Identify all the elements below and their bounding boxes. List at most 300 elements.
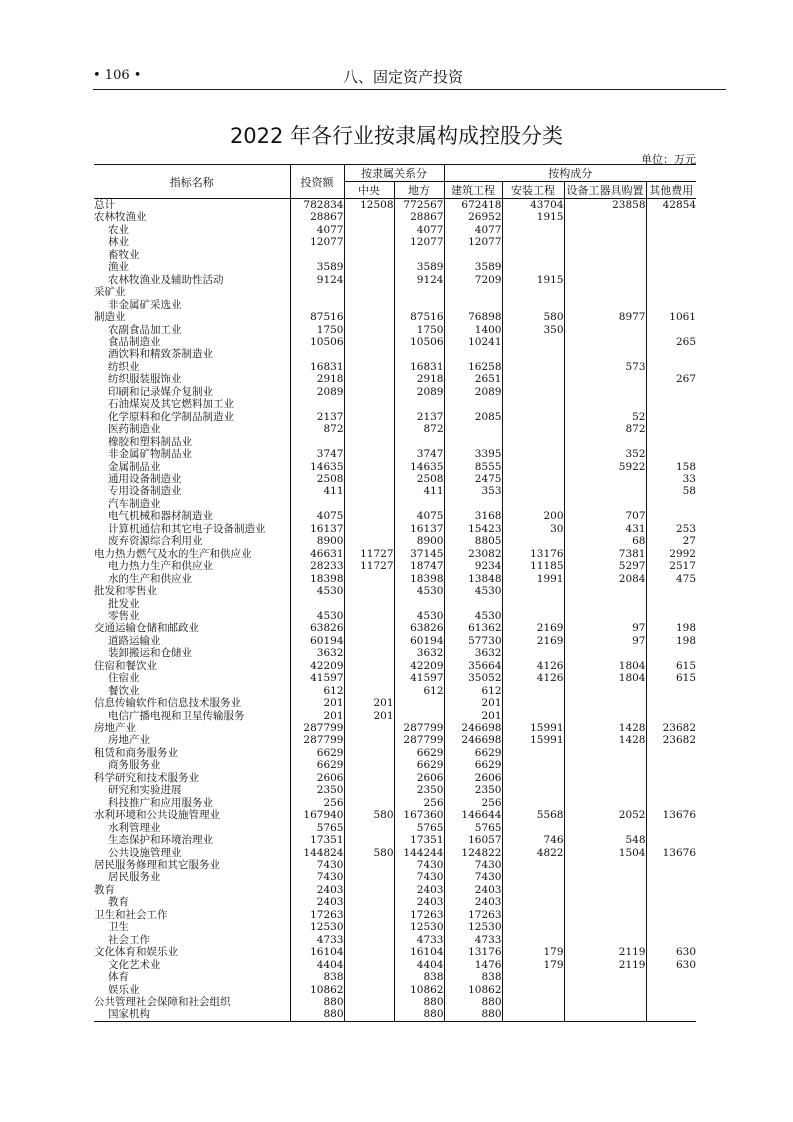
cell-equipment	[564, 373, 646, 385]
table-row	[94, 473, 696, 485]
table-row	[94, 436, 696, 448]
cell-installation: 1991	[502, 573, 564, 585]
cell-name: 批发业	[108, 597, 140, 610]
cell-equipment	[564, 236, 646, 248]
cell-local: 10862	[394, 984, 444, 996]
cell-construction	[444, 436, 502, 448]
page-header	[93, 66, 726, 88]
table-row	[94, 411, 696, 423]
cell-name: 科技推广和应用服务业	[108, 796, 213, 809]
cell-equipment	[564, 747, 646, 759]
cell-construction: 201	[444, 710, 502, 722]
table-title: 2022 年各行业按隶属构成控股分类	[229, 124, 564, 148]
cell-central	[344, 772, 394, 784]
header-local: 地方	[394, 182, 444, 199]
cell-name: 水的生产和供应业	[108, 572, 192, 585]
cell-name: 租赁和商务服务业	[94, 746, 178, 759]
table-row	[94, 759, 696, 771]
cell-equipment	[564, 697, 646, 709]
cell-name: 卫生	[108, 921, 129, 934]
cell-installation	[502, 261, 564, 273]
cell-installation	[502, 485, 564, 497]
cell-installation	[502, 411, 564, 423]
cell-investment: 4077	[290, 224, 344, 236]
cell-central	[344, 884, 394, 896]
cell-local: 287799	[394, 734, 444, 746]
cell-name: 非金属矿物制品业	[108, 448, 192, 461]
cell-investment: 256	[290, 797, 344, 809]
cell-investment: 4530	[290, 610, 344, 622]
table-row	[94, 299, 696, 311]
cell-equipment: 431	[564, 523, 646, 535]
cell-name: 电力热力燃气及水的生产和供应业	[94, 547, 252, 560]
table-row	[94, 809, 696, 821]
cell-local: 3747	[394, 448, 444, 460]
cell-name: 化学原料和化学制品制造业	[108, 410, 234, 423]
cell-investment: 4404	[290, 959, 344, 971]
cell-other: 198	[646, 635, 696, 647]
cell-construction: 61362	[444, 622, 502, 634]
cell-installation	[502, 585, 564, 597]
cell-construction: 15423	[444, 523, 502, 535]
cell-installation	[502, 934, 564, 946]
cell-equipment	[564, 398, 646, 410]
cell-central	[344, 610, 394, 622]
cell-other: 2992	[646, 548, 696, 560]
cell-equipment	[564, 971, 646, 983]
cell-equipment: 5922	[564, 461, 646, 473]
cell-central	[344, 411, 394, 423]
cell-construction: 353	[444, 485, 502, 497]
cell-equipment	[564, 909, 646, 921]
cell-construction: 13176	[444, 946, 502, 958]
cell-equipment	[564, 249, 646, 261]
cell-construction: 2651	[444, 373, 502, 385]
table-row	[94, 722, 696, 734]
cell-local: 9124	[394, 274, 444, 286]
cell-equipment	[564, 784, 646, 796]
cell-investment: 7430	[290, 859, 344, 871]
cell-equipment: 2052	[564, 809, 646, 821]
header-installation: 安装工程	[502, 182, 564, 199]
cell-other	[646, 324, 696, 336]
table-row	[94, 996, 696, 1008]
cell-installation: 2169	[502, 622, 564, 634]
cell-central	[344, 598, 394, 610]
cell-other	[646, 697, 696, 709]
cell-investment: 28233	[290, 560, 344, 572]
cell-other	[646, 211, 696, 223]
cell-other	[646, 859, 696, 871]
cell-investment: 3747	[290, 448, 344, 460]
cell-name: 公共管理社会保障和社会组织	[94, 996, 231, 1008]
table-row	[94, 324, 696, 336]
cell-central	[344, 734, 394, 746]
cell-equipment: 97	[564, 622, 646, 634]
cell-installation: 30	[502, 523, 564, 535]
cell-local: 12530	[394, 921, 444, 933]
cell-equipment: 2119	[564, 946, 646, 958]
cell-construction: 12530	[444, 921, 502, 933]
cell-other: 630	[646, 946, 696, 958]
cell-local: 37145	[394, 548, 444, 560]
cell-construction	[444, 286, 502, 298]
cell-equipment	[564, 224, 646, 236]
cell-equipment	[564, 336, 646, 348]
cell-other	[646, 585, 696, 597]
cell-local: 16104	[394, 946, 444, 958]
cell-construction: 880	[444, 996, 502, 1008]
cell-local: 16831	[394, 361, 444, 373]
cell-installation: 43704	[502, 199, 564, 212]
cell-equipment	[564, 710, 646, 722]
cell-investment: 3632	[290, 647, 344, 659]
table-row	[94, 921, 696, 933]
cell-investment: 201	[290, 697, 344, 709]
cell-central	[344, 236, 394, 248]
cell-construction: 3632	[444, 647, 502, 659]
cell-installation	[502, 759, 564, 771]
cell-other: 13676	[646, 847, 696, 859]
cell-name: 批发和零售业	[94, 585, 157, 598]
cell-name: 居民服务修理和其它服务业	[94, 859, 220, 872]
cell-construction: 17263	[444, 909, 502, 921]
cell-investment: 880	[290, 1008, 344, 1021]
cell-central	[344, 261, 394, 273]
header-other: 其他费用	[646, 182, 696, 199]
cell-equipment	[564, 822, 646, 834]
cell-other: 23682	[646, 734, 696, 746]
cell-other	[646, 710, 696, 722]
cell-name: 卫生和社会工作	[94, 908, 168, 921]
cell-installation	[502, 710, 564, 722]
cell-name: 农林牧渔业及辅助性活动	[108, 273, 224, 286]
cell-other	[646, 386, 696, 398]
table-row	[94, 485, 696, 497]
cell-installation	[502, 685, 564, 697]
table-row	[94, 884, 696, 896]
cell-central	[344, 398, 394, 410]
cell-local	[394, 598, 444, 610]
table-row	[94, 622, 696, 634]
cell-equipment	[564, 261, 646, 273]
cell-investment: 3589	[290, 261, 344, 273]
cell-investment: 167940	[290, 809, 344, 821]
cell-investment: 17351	[290, 834, 344, 846]
cell-name: 汽车制造业	[108, 497, 161, 510]
cell-construction: 9234	[444, 560, 502, 572]
cell-installation	[502, 610, 564, 622]
cell-central	[344, 685, 394, 697]
cell-installation	[502, 423, 564, 435]
table-row	[94, 523, 696, 535]
cell-local: 17351	[394, 834, 444, 846]
table-row	[94, 336, 696, 348]
cell-name: 废弃资源综合利用业	[108, 535, 203, 548]
cell-installation	[502, 386, 564, 398]
cell-other	[646, 834, 696, 846]
cell-investment: 4733	[290, 934, 344, 946]
cell-construction: 1400	[444, 324, 502, 336]
cell-construction	[444, 423, 502, 435]
cell-investment: 12530	[290, 921, 344, 933]
cell-local: 144244	[394, 847, 444, 859]
cell-name: 通用设备制造业	[108, 472, 182, 485]
cell-other	[646, 224, 696, 236]
section-title: 八、固定资产投资	[343, 68, 464, 86]
cell-name: 电气机械和器材制造业	[108, 510, 213, 523]
cell-investment: 7430	[290, 871, 344, 883]
cell-equipment	[564, 299, 646, 311]
page-number: • 106 •	[93, 68, 142, 83]
cell-central	[344, 660, 394, 672]
cell-installation	[502, 747, 564, 759]
cell-central	[344, 510, 394, 522]
table-row	[94, 199, 696, 212]
cell-construction: 7430	[444, 871, 502, 883]
table-row	[94, 934, 696, 946]
table-row	[94, 510, 696, 522]
cell-central	[344, 473, 394, 485]
cell-name: 金属制品业	[108, 460, 161, 473]
cell-construction: 3168	[444, 510, 502, 522]
cell-equipment: 352	[564, 448, 646, 460]
cell-equipment: 1428	[564, 722, 646, 734]
cell-local: 772567	[394, 199, 444, 212]
cell-equipment	[564, 324, 646, 336]
cell-name: 研究和实验进展	[108, 784, 182, 797]
cell-construction: 16258	[444, 361, 502, 373]
table-row	[94, 423, 696, 435]
table-row	[94, 610, 696, 622]
table-row	[94, 859, 696, 871]
cell-installation: 11185	[502, 560, 564, 572]
cell-other: 27	[646, 535, 696, 547]
cell-equipment	[564, 274, 646, 286]
table-row	[94, 685, 696, 697]
cell-investment	[290, 249, 344, 261]
cell-local	[394, 249, 444, 261]
cell-local	[394, 286, 444, 298]
cell-central	[344, 324, 394, 336]
cell-investment: 2508	[290, 473, 344, 485]
cell-central	[344, 984, 394, 996]
cell-other: 198	[646, 622, 696, 634]
cell-investment: 287799	[290, 722, 344, 734]
cell-installation	[502, 448, 564, 460]
cell-construction: 2089	[444, 386, 502, 398]
cell-installation	[502, 224, 564, 236]
cell-name: 制造业	[94, 311, 126, 324]
cell-name: 零售业	[108, 609, 140, 622]
cell-central	[344, 722, 394, 734]
cell-installation: 2169	[502, 635, 564, 647]
cell-other	[646, 249, 696, 261]
cell-installation: 13176	[502, 548, 564, 560]
cell-name: 文化艺术业	[108, 958, 161, 971]
cell-installation	[502, 1008, 564, 1021]
cell-local	[394, 697, 444, 709]
cell-investment	[290, 398, 344, 410]
cell-name: 体育	[108, 971, 129, 984]
table-row	[94, 959, 696, 971]
cell-investment: 6629	[290, 747, 344, 759]
cell-local: 4077	[394, 224, 444, 236]
cell-central	[344, 423, 394, 435]
cell-name: 医药制造业	[108, 423, 161, 436]
table-row	[94, 772, 696, 784]
cell-construction: 246698	[444, 734, 502, 746]
cell-other	[646, 398, 696, 410]
cell-investment: 8900	[290, 535, 344, 547]
cell-investment: 10506	[290, 336, 344, 348]
cell-name: 酒饮料和精致茶制造业	[108, 348, 213, 361]
cell-other	[646, 996, 696, 1008]
table-row	[94, 697, 696, 709]
cell-central: 11727	[344, 560, 394, 572]
cell-investment: 28867	[290, 211, 344, 223]
table-row	[94, 211, 696, 223]
cell-investment: 2403	[290, 896, 344, 908]
cell-installation	[502, 336, 564, 348]
cell-installation	[502, 996, 564, 1008]
cell-other	[646, 348, 696, 360]
cell-central	[344, 498, 394, 510]
cell-equipment: 23858	[564, 199, 646, 212]
table-row	[94, 236, 696, 248]
cell-name: 农副食品加工业	[108, 323, 182, 336]
cell-central	[344, 635, 394, 647]
cell-investment	[290, 498, 344, 510]
cell-construction: 4530	[444, 610, 502, 622]
cell-local: 2403	[394, 884, 444, 896]
cell-name: 采矿业	[94, 286, 126, 299]
cell-construction: 7209	[444, 274, 502, 286]
cell-local	[394, 498, 444, 510]
cell-investment: 60194	[290, 635, 344, 647]
table-row	[94, 373, 696, 385]
cell-investment: 2137	[290, 411, 344, 423]
cell-local: 1750	[394, 324, 444, 336]
cell-local: 7430	[394, 859, 444, 871]
cell-other	[646, 896, 696, 908]
cell-installation	[502, 286, 564, 298]
cell-construction: 57730	[444, 635, 502, 647]
table-row	[94, 560, 696, 572]
cell-other: 23682	[646, 722, 696, 734]
cell-installation	[502, 498, 564, 510]
cell-investment: 4530	[290, 585, 344, 597]
cell-equipment	[564, 647, 646, 659]
cell-local: 87516	[394, 311, 444, 323]
cell-installation	[502, 896, 564, 908]
cell-central	[344, 286, 394, 298]
cell-other: 13676	[646, 809, 696, 821]
cell-central: 201	[344, 710, 394, 722]
cell-installation	[502, 348, 564, 360]
cell-central	[344, 647, 394, 659]
cell-construction	[444, 348, 502, 360]
cell-construction: 4077	[444, 224, 502, 236]
table-row	[94, 847, 696, 859]
table-row	[94, 573, 696, 585]
cell-other: 615	[646, 672, 696, 684]
cell-investment	[290, 436, 344, 448]
table-row	[94, 535, 696, 547]
cell-equipment: 1428	[564, 734, 646, 746]
cell-other: 42854	[646, 199, 696, 212]
cell-name: 非金属矿采选业	[108, 298, 182, 311]
cell-construction: 5765	[444, 822, 502, 834]
cell-central	[344, 249, 394, 261]
cell-name: 房地产业	[108, 734, 150, 747]
cell-central	[344, 834, 394, 846]
cell-equipment	[564, 610, 646, 622]
cell-name: 装卸搬运和仓储业	[108, 647, 192, 660]
cell-installation	[502, 884, 564, 896]
cell-construction: 1476	[444, 959, 502, 971]
cell-name: 文化体育和娱乐业	[94, 946, 178, 959]
cell-investment	[290, 348, 344, 360]
cell-other	[646, 984, 696, 996]
cell-other	[646, 871, 696, 883]
cell-investment: 87516	[290, 311, 344, 323]
header-investment: 投资额	[290, 165, 344, 199]
table-row	[94, 822, 696, 834]
cell-equipment	[564, 585, 646, 597]
cell-name: 计算机通信和其它电子设备制造业	[108, 522, 266, 535]
cell-other: 265	[646, 336, 696, 348]
cell-central	[344, 211, 394, 223]
cell-name: 石油煤炭及其它燃料加工业	[108, 398, 234, 411]
cell-local: 880	[394, 996, 444, 1008]
cell-other	[646, 498, 696, 510]
cell-local: 4530	[394, 585, 444, 597]
cell-name: 房地产业	[94, 722, 136, 735]
cell-construction: 26952	[444, 211, 502, 223]
cell-equipment	[564, 797, 646, 809]
cell-equipment: 2119	[564, 959, 646, 971]
cell-construction: 201	[444, 697, 502, 709]
cell-equipment	[564, 211, 646, 223]
cell-construction: 672418	[444, 199, 502, 212]
cell-investment: 14635	[290, 461, 344, 473]
cell-central	[344, 274, 394, 286]
cell-installation	[502, 859, 564, 871]
cell-installation	[502, 797, 564, 809]
cell-name: 总计	[94, 199, 115, 211]
cell-central	[344, 909, 394, 921]
cell-local: 838	[394, 971, 444, 983]
cell-installation	[502, 697, 564, 709]
header-composition-group: 按构成分	[444, 165, 696, 182]
cell-central: 580	[344, 809, 394, 821]
cell-investment: 411	[290, 485, 344, 497]
table-row	[94, 971, 696, 983]
cell-investment: 2350	[290, 784, 344, 796]
cell-installation: 580	[502, 311, 564, 323]
cell-installation	[502, 361, 564, 373]
cell-name: 娱乐业	[108, 983, 140, 996]
table-row	[94, 635, 696, 647]
cell-name: 信息传输软件和信息技术服务业	[94, 697, 241, 710]
cell-installation	[502, 473, 564, 485]
cell-installation	[502, 921, 564, 933]
cell-equipment: 7381	[564, 548, 646, 560]
cell-equipment: 1804	[564, 672, 646, 684]
cell-central	[344, 672, 394, 684]
cell-other	[646, 971, 696, 983]
